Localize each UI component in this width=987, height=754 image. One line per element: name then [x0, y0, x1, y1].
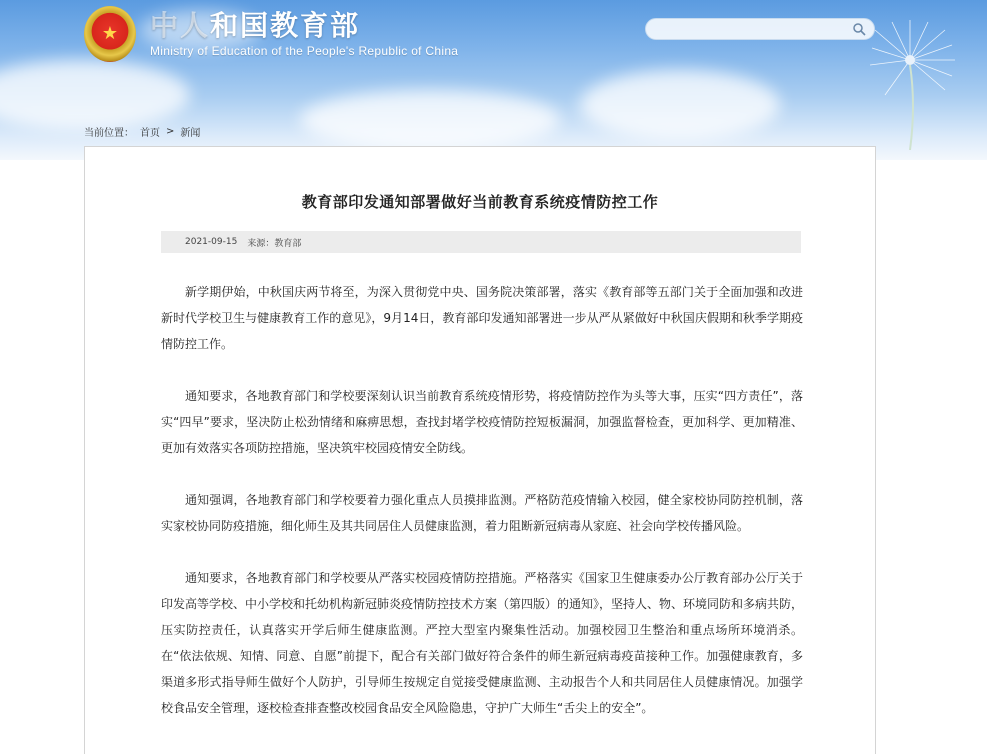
breadcrumb-label: 当前位置：	[84, 128, 134, 139]
article-date: 2021-09-15	[185, 237, 238, 247]
search-icon[interactable]	[852, 22, 866, 36]
article-paragraph: 通知要求，各地教育部门和学校要深刻认识当前教育系统疫情形势，将疫情防控作为头等大事，压实“四方责任”，落实“四早”要求，坚决防止松劲情绪和麻痹思想，查找封堵学校疫情防控短板漏洞，加强监督检查，更加科学、更加精准、更加有效落实各项防控措施，坚决筑牢校园疫情安全防线。	[161, 389, 803, 455]
article-body	[161, 279, 803, 747]
breadcrumb-current[interactable]: 新闻	[180, 128, 201, 139]
site-subtitle: Ministry of Education of the People's Republic of China	[150, 44, 459, 58]
article-source: 来源：教育部	[247, 238, 302, 249]
site-title-main: 和国教育部	[210, 9, 361, 42]
dandelion-decoration-icon	[870, 10, 980, 150]
cloud-decoration	[300, 90, 560, 150]
cloud-decoration	[580, 70, 780, 140]
article-title: 教育部印发通知部署做好当前教育系统疫情防控工作	[301, 193, 659, 211]
article-paragraph: 通知要求，各地教育部门和学校要从严落实校园疫情防控措施。严格落实《国家卫生健康委办公厅教育部办公厅关于印发高等学校、中小学校和托幼机构新冠肺炎疫情防控技术方案（第四版）的通知》，坚持人、物、环境同防和多病共防，压实防控责任，认真落实开学后师生健康监测。严控大型室内聚集性活动。加强校园卫生整治和重点场所环境消杀。在“依法依规、知情、同意、自愿”前提下，配合有关部门做好符合条件的师生新冠病毒疫苗接种工作。加强健康教育，多渠道多形式指导师生做好个人防护，引导师生按规定自觉接受健康监测、主动报告个人和共同居住人员健康情况。加强学校食品安全管理，逐校检查排查整改校园食品安全风险隐患，守护广大师生“舌尖上的安全”。	[161, 571, 804, 715]
cloud-decoration	[0, 60, 190, 130]
national-emblem-icon[interactable]	[84, 6, 136, 62]
emblem-star-icon: ★	[101, 23, 119, 44]
article-paragraph: 新学期伊始，中秋国庆两节将至，为深入贯彻党中央、国务院决策部署，落实《教育部等五部门关于全面加强和改进新时代学校卫生与健康教育工作的意见》，9月14日，教育部印发通知部署进一步从严从紧做好中秋国庆假期和秋季学期疫情防控工作。	[161, 285, 803, 351]
search-input[interactable]	[645, 18, 875, 40]
site-title[interactable]	[150, 4, 360, 44]
breadcrumb-home-link[interactable]: 首页	[140, 128, 160, 139]
article-paragraph: 通知强调，各地教育部门和学校要着力强化重点人员摸排监测。严格防范疫情输入校园，健全家校协同防控机制，落实家校协同防疫措施，细化师生及其共同居住人员健康监测，着力阻断新冠病毒从家庭、社会向学校传播风险。	[161, 493, 803, 533]
article-meta-bar	[161, 231, 801, 253]
article-container	[84, 146, 876, 754]
breadcrumb	[84, 124, 200, 139]
site-title-faded: 中人	[150, 9, 211, 42]
breadcrumb-separator: >	[166, 126, 175, 137]
site-header	[0, 0, 987, 160]
